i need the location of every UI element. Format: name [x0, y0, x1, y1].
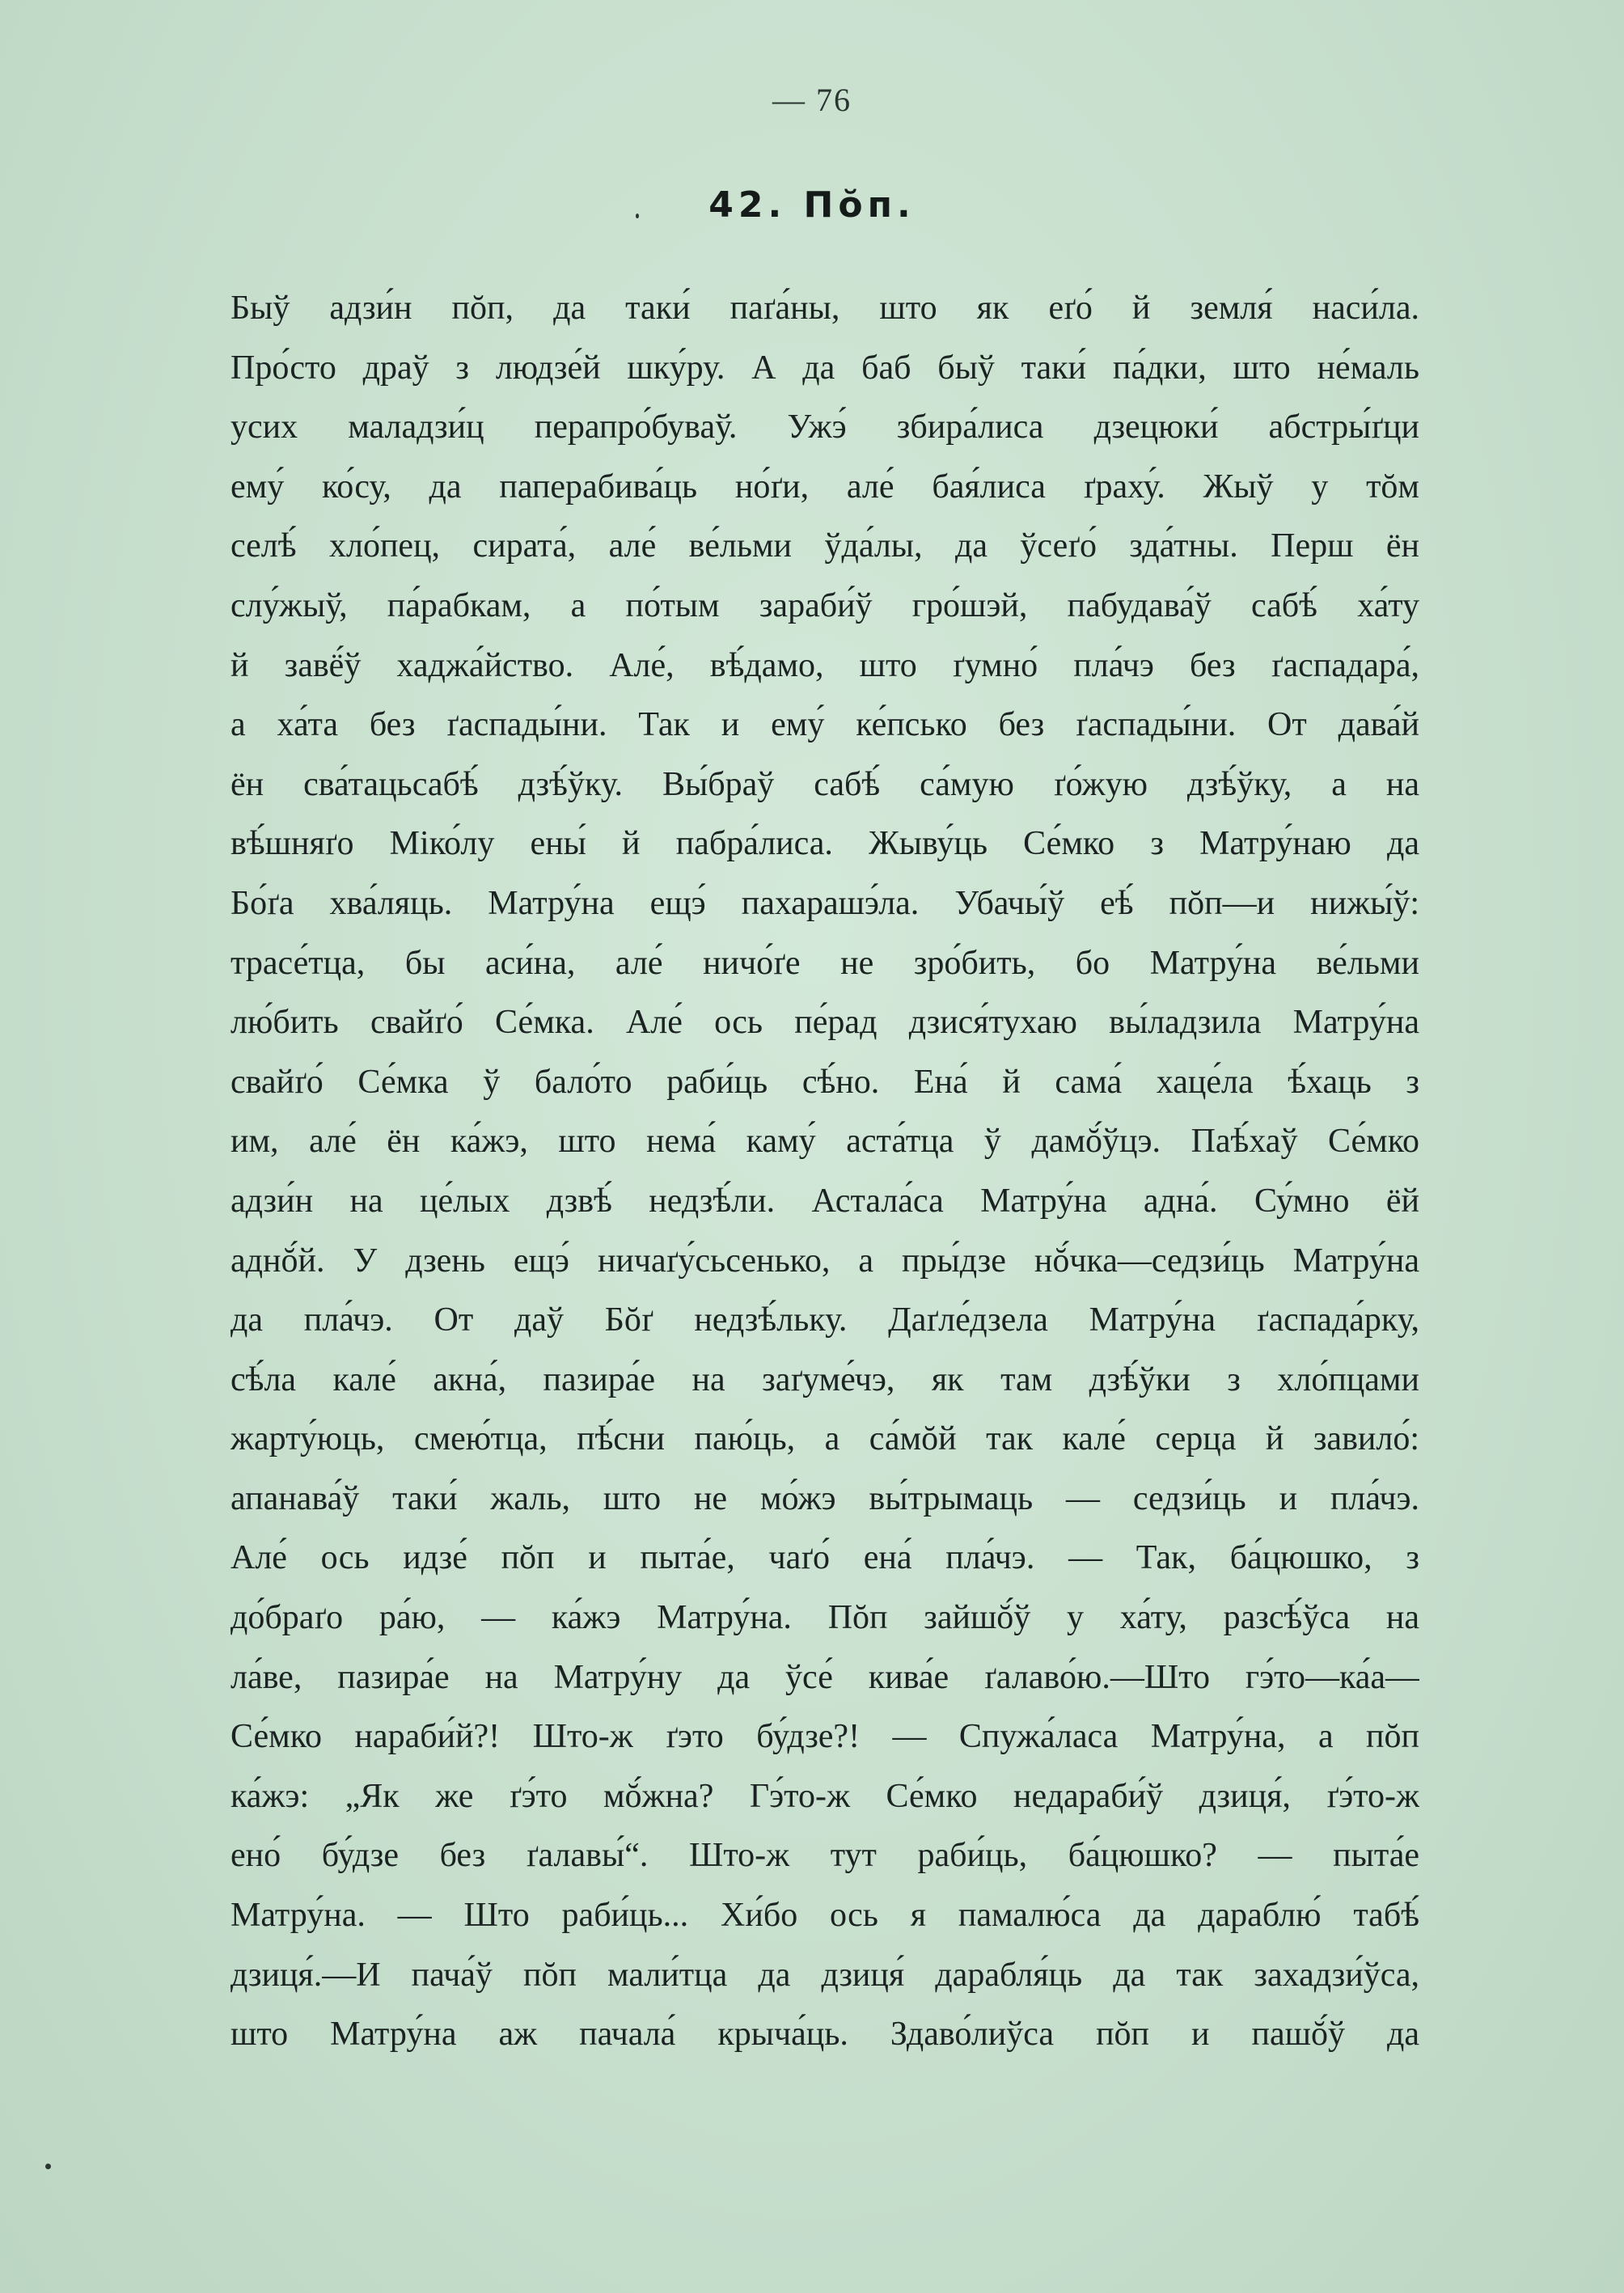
text-line: Быў адзи́н пŏп, да таки́ паґа́ны, што як еґо́ й земля́ наси́ла. [230, 290, 1419, 327]
text-line: лю́бить свайґо́ Се́мка. Але́ ось пе́рад дзися́тухаю вы́ладзила Матру́на [230, 1004, 1419, 1042]
text-line: апанава́ў таки́ жаль, што не мо́жэ вы́трымаць — седзи́ць и пла́чэ. [230, 1479, 1419, 1517]
text-line: Се́мко нараби́й?! Што-ж ґэто бу́дзе?! — Спужа́ласа Матру́на, а пŏп [230, 1718, 1419, 1756]
text-line: да пла́чэ. От даў Бŏґ недзѣ́льку. Даґле́дзела Матру́на ґаспада́рку, [230, 1301, 1419, 1339]
text-line: селѣ́ хло́пец, сирата́, але́ ве́льми ўда́лы, да ўсеґо́ зда́тны. Перш ён [230, 527, 1419, 565]
text-line: усих маладзи́ц перапро́буваў. Ужэ́ збира́лиса дзецюки́ абстры́ґци [230, 408, 1419, 446]
text-line: слу́жыў, па́рабкам, а по́тым зараби́ў гро́шэй, пабудава́ў сабѣ́ ха́ту [230, 586, 1419, 624]
text-line: Але́ ось идзе́ пŏп и пыта́е, чаґо́ ена́ пла́чэ. — Так, ба́цюшко, з [230, 1539, 1419, 1577]
ink-speck [636, 214, 639, 218]
text-line: а ха́та без ґаспады́ни. Так и ему́ ке́псько без ґаспады́ни. От дава́й [230, 706, 1419, 744]
text-line: дзиця́.—И пача́ў пŏп мали́тца да дзиця́ дарабля́ць да так захадзи́ўса, [230, 1956, 1419, 1994]
text-line: сѣ́ла кале́ акна́, пазира́е на заґуме́чэ, як там дзѣ́ўки з хло́пцами [230, 1360, 1419, 1398]
text-line: й завё́ў хаджа́йство. Але́, вѣ́дамо, што ґумно́ пла́чэ без ґаспадара́, [230, 646, 1419, 684]
story-text [230, 279, 1419, 2065]
text-line: ено́ бу́дзе без ґалавы́“. Што-ж тут раби́ць, ба́цюшко? — пыта́е [230, 1837, 1419, 1875]
text-line: Бо́ґа хва́ляць. Матру́на ещэ́ пахарашэ́ла. Убачы́ў еѣ́ пŏп—и нижы́ў: [230, 884, 1419, 922]
text-line: жарту́юць, смею́тца, пѣ́сни паю́ць, а са́мŏй так кале́ серца й завило́: [230, 1420, 1419, 1458]
text-line: ему́ ко́су, да паперабива́ць но́ґи, але́ бая́лиса ґраху́. Жыў у тŏм [230, 467, 1419, 506]
text-line: до́браґо ра́ю, — ка́жэ Матру́на. Пŏп зайшŏ́ў у ха́ту, разсѣ́ўса на [230, 1599, 1419, 1637]
text-line: што Матру́на аж пачала́ крыча́ць. Здаво́лиўса пŏп и пашŏ́ў да [230, 2016, 1419, 2054]
text-line: Про́сто драў з людзе́й шку́ру. А да баб быў таки́ па́дки, што не́маль [230, 349, 1419, 387]
page-number: — 76 [772, 82, 852, 118]
text-line: ка́жэ: „Як же ґэ́то мŏ́жна? Гэ́то-ж Се́мко недараби́ў дзиця́, ґэ́то-ж [230, 1777, 1419, 1815]
text-line: им, але́ ён ка́жэ, што нема́ каму́ аста́тца ў дамŏ́ўцэ. Паѣ́хаў Се́мко [230, 1123, 1419, 1161]
ink-speck [45, 2164, 51, 2169]
text-line: трасе́тца, бы аси́на, але́ ничо́ґе не зро́бить, бо Матру́на ве́льми [230, 944, 1419, 982]
text-line: свайґо́ Се́мка ў бало́то раби́ць сѣ́но. Ена́ й сама́ хаце́ла ѣ́хаць з [230, 1063, 1419, 1101]
text-line: аднŏ́й. У дзень ещэ́ ничаґу́сьсенько, а пры́дзе нŏ́чка—седзи́ць Матру́на [230, 1242, 1419, 1280]
text-line: Матру́на. — Што раби́ць... Хи́бо ось я памалю́са да дараблю́ табѣ́ [230, 1897, 1419, 1935]
text-line: вѣ́шняґо Міко́лу ены́ й пабра́лиса. Жыву́ць Се́мко з Матру́наю да [230, 825, 1419, 863]
text-line: ла́ве, пазира́е на Матру́ну да ўсе́ кива́е ґалаво́ю.—Што гэ́то—ка́а— [230, 1658, 1419, 1696]
text-line: ён сва́тацьсабѣ́ дзѣ́ўку. Вы́браў сабѣ́ са́мую ґо́жую дзѣ́ўку, а на [230, 765, 1419, 803]
text-line: адзи́н на це́лых дзвѣ́ недзѣ́ли. Астала́са Матру́на адна́. Су́мно ёй [230, 1182, 1419, 1220]
story-title: 42. Пŏп. [708, 184, 916, 226]
